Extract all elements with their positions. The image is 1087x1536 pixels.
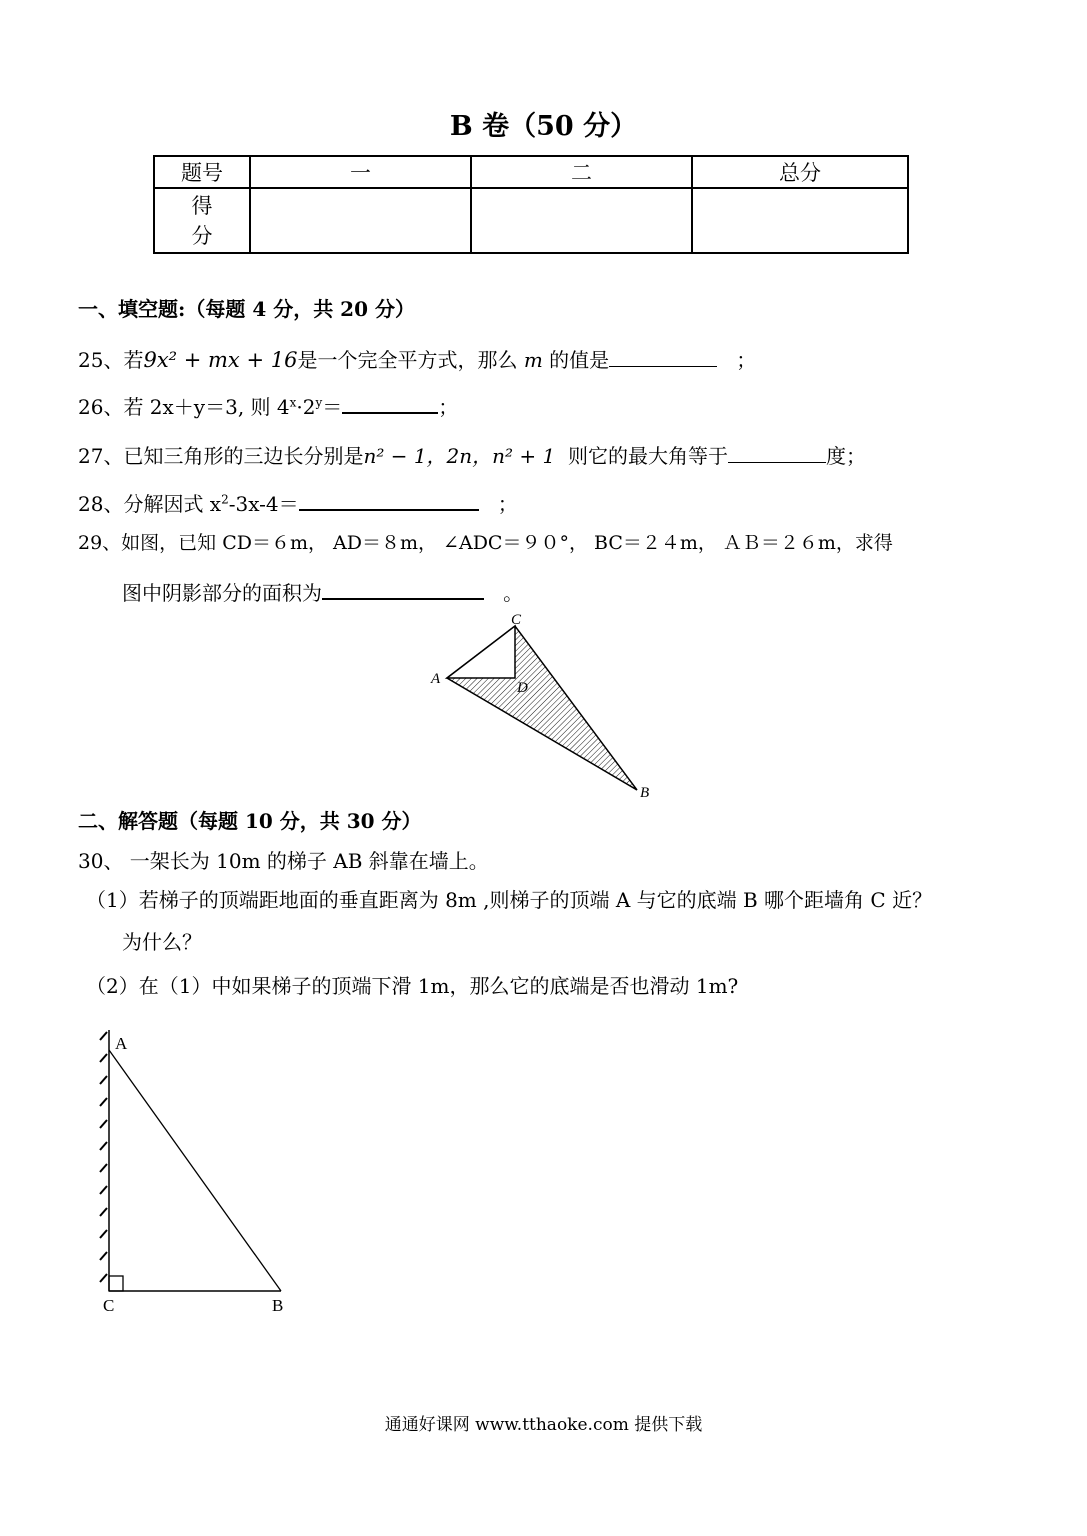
question-25: 25、若9x² + mx + 16是一个完全平方式，那么 m 的值是 ； [78,348,757,372]
score-row-label: 得分 [154,188,250,253]
answer-blank[interactable] [609,346,717,367]
label-a: A [431,671,441,687]
score-table [153,155,909,254]
section-heading: 一、填空题:（每题 4 分，共 20 分） [78,297,415,321]
wall-hatching [100,1032,107,1282]
label-c: C [103,1296,115,1315]
section-heading: 二、解答题（每题 10 分，共 30 分） [78,809,422,833]
question-29-line1: 29、如图，已知 CD＝６m， AD＝８m， ∠ADC＝９０°， BC＝２４m， ＡＢ＝２６m，求得 [78,532,893,554]
right-angle-mark [109,1276,123,1291]
label-b: B [272,1296,284,1315]
question-30-part2: （2）在（1）中如果梯子的顶端下滑 1m，那么它的底端是否也滑动 1m? [86,974,739,998]
math-expression: n² − 1，2n，n² + 1 [363,444,556,468]
question-30-part1: （1）若梯子的顶端距地面的垂直距离为 8m ,则梯子的顶端 A 与它的底端 B 哪个距墙角 C 近？ [86,888,933,912]
page-title: B 卷（50 分） [449,111,638,142]
question-30: 30、 一架长为 10m 的梯子 AB 斜靠在墙上。 [78,849,489,873]
question-26: 26、若 2x＋y＝3, 则 $4^x\cdot 2^y=$ ； [78,391,458,420]
triangle-figure-1 [420,605,665,805]
question-29-line2: 图中阴影部分的面积为 。 [122,577,523,606]
footer-text: 通通好课网 www.tthaoke.com 提供下载 [384,1415,703,1435]
table-header-cell: 一 [250,156,471,188]
label-d: D [517,680,528,696]
score-cell[interactable] [250,188,471,253]
answer-blank[interactable] [342,392,438,414]
question-30-part1-cont: 为什么？ [122,930,202,954]
ladder-figure [85,1020,310,1320]
ladder-line [109,1050,281,1291]
question-28: 28、分解因式 $x^2-3x-4=$ ； [78,488,518,517]
table-header-cell: 总分 [692,156,908,188]
label-c: C [511,612,522,628]
answer-blank[interactable] [728,442,826,463]
shaded-region [447,626,637,790]
score-cell[interactable] [471,188,692,253]
label-b: B [640,785,650,801]
math-expression: 9x² + mx + 16 [143,348,298,372]
right-triangle-acd [447,626,515,678]
label-a: A [115,1034,128,1053]
answer-blank[interactable] [322,578,484,600]
table-header-cell: 题号 [154,156,250,188]
answer-blank[interactable] [299,489,479,511]
question-27: 27、已知三角形的三边长分别是n² − 1，2n，n² + 1 则它的最大角等于 度； [78,444,866,468]
score-cell[interactable] [692,188,908,253]
table-header-cell: 二 [471,156,692,188]
